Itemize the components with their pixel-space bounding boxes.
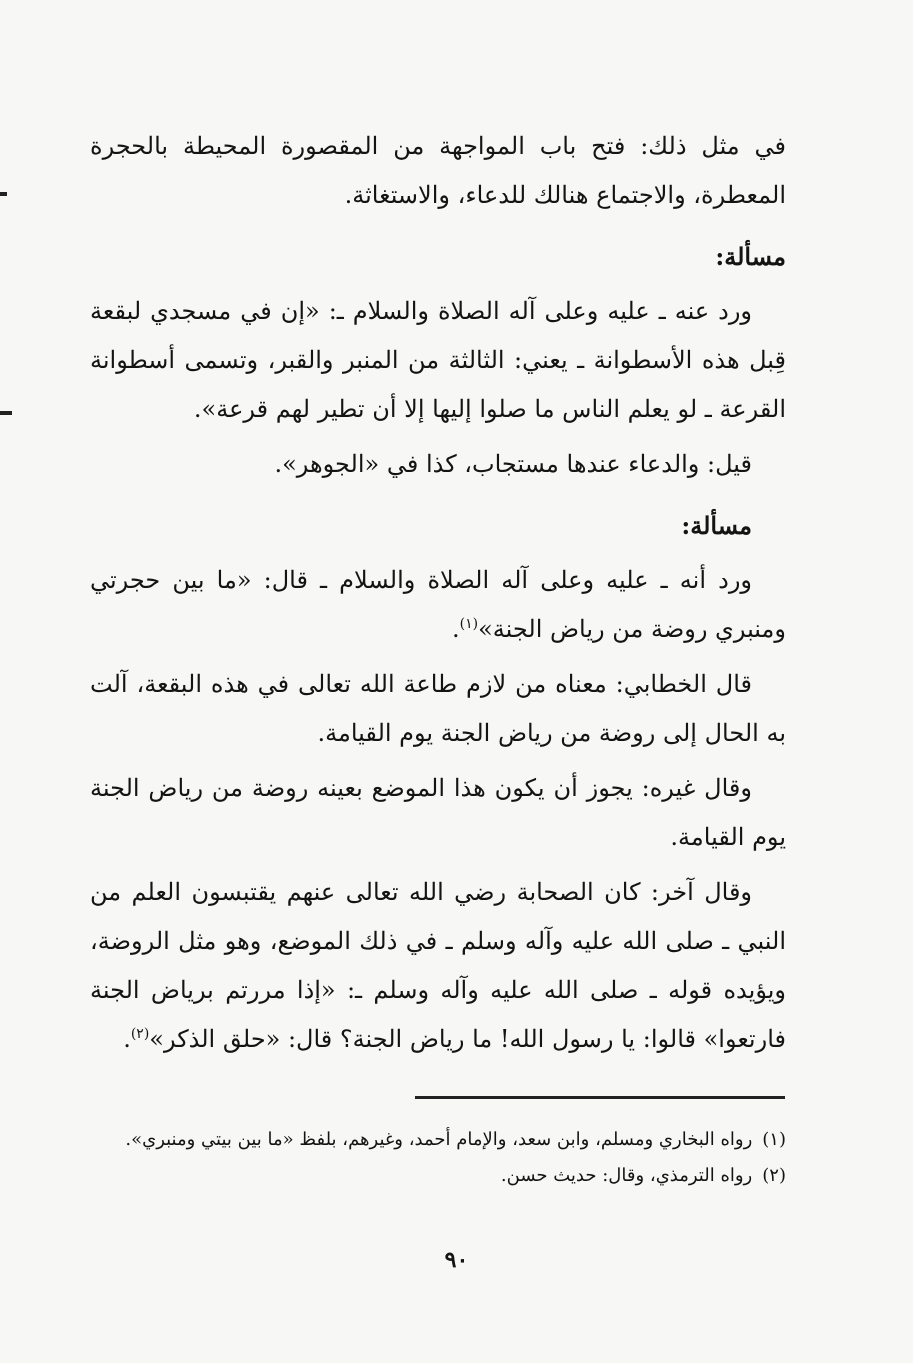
footnote-text: رواه البخاري ومسلم، وابن سعد، والإمام أحمد، وغيرهم، بلفظ «ما بين بيتي ومنبري». xyxy=(125,1129,753,1150)
footnote-divider xyxy=(415,1096,785,1099)
paragraph-end: . xyxy=(452,615,460,643)
scan-edge-mark xyxy=(0,411,12,415)
section-heading: مسألة: xyxy=(715,242,786,271)
main-text xyxy=(90,122,786,1070)
paragraph: في مثل ذلك: فتح باب المواجهة من المقصورة المحيطة بالحجرة المعطرة، والاجتماع هنالك للدعاء، والاستغاثة. xyxy=(90,132,786,209)
paragraph: قيل: والدعاء عندها مستجاب، كذا في «الجوهر». xyxy=(274,450,752,478)
footnotes xyxy=(82,1124,786,1196)
paragraph xyxy=(90,868,786,1064)
paragraph xyxy=(90,556,786,654)
footnote-number: (٢) xyxy=(762,1165,786,1186)
footnote xyxy=(82,1124,786,1156)
paragraph-text: ورد أنه ـ عليه وعلى آله الصلاة والسلام ـ قال: «ما بين حجرتي ومنبري روضة من رياض الجنة» xyxy=(90,566,786,643)
paragraph: قال الخطابي: معناه من لازم طاعة الله تعالى في هذه البقعة، آلت به الحال إلى روضة من رياض الجنة يوم القيامة. xyxy=(90,670,786,747)
paragraph-end: . xyxy=(123,1025,131,1053)
page-number: ٩٠ xyxy=(444,1247,469,1273)
paragraph: وقال غيره: يجوز أن يكون هذا الموضع بعينه روضة من رياض الجنة يوم القيامة. xyxy=(90,774,786,851)
footnote-text: رواه الترمذي، وقال: حديث حسن. xyxy=(500,1165,753,1186)
footnote-ref: (٢) xyxy=(130,1026,150,1042)
paragraph-text: وقال آخر: كان الصحابة رضي الله تعالى عنهم يقتبسون العلم من النبي ـ صلى الله عليه وآله وسلم ـ في ذلك الموضع، وهو مثل الروضة، ويؤيده قوله ـ صلى الله عليه وآله وسلم ـ: «إذا مررتم برياض الجنة فارتعوا» قالوا: يا رسول الله! ما رياض الجنة؟ قال: «حلق الذكر» xyxy=(90,878,786,1053)
footnote xyxy=(82,1160,786,1192)
footnote-number: (١) xyxy=(762,1129,786,1150)
scan-edge-mark xyxy=(0,192,7,196)
section-heading: مسألة: xyxy=(681,511,752,540)
footnote-ref: (١) xyxy=(459,616,479,632)
paragraph: ورد عنه ـ عليه وعلى آله الصلاة والسلام ـ: «إن في مسجدي لبقعة قِبل هذه الأسطوانة ـ يعني: الثالثة من المنبر والقبر، وتسمى أسطوانة القرعة ـ لو يعلم الناس ما صلوا إليها إلا أن تطير لهم قرعة». xyxy=(90,297,786,423)
